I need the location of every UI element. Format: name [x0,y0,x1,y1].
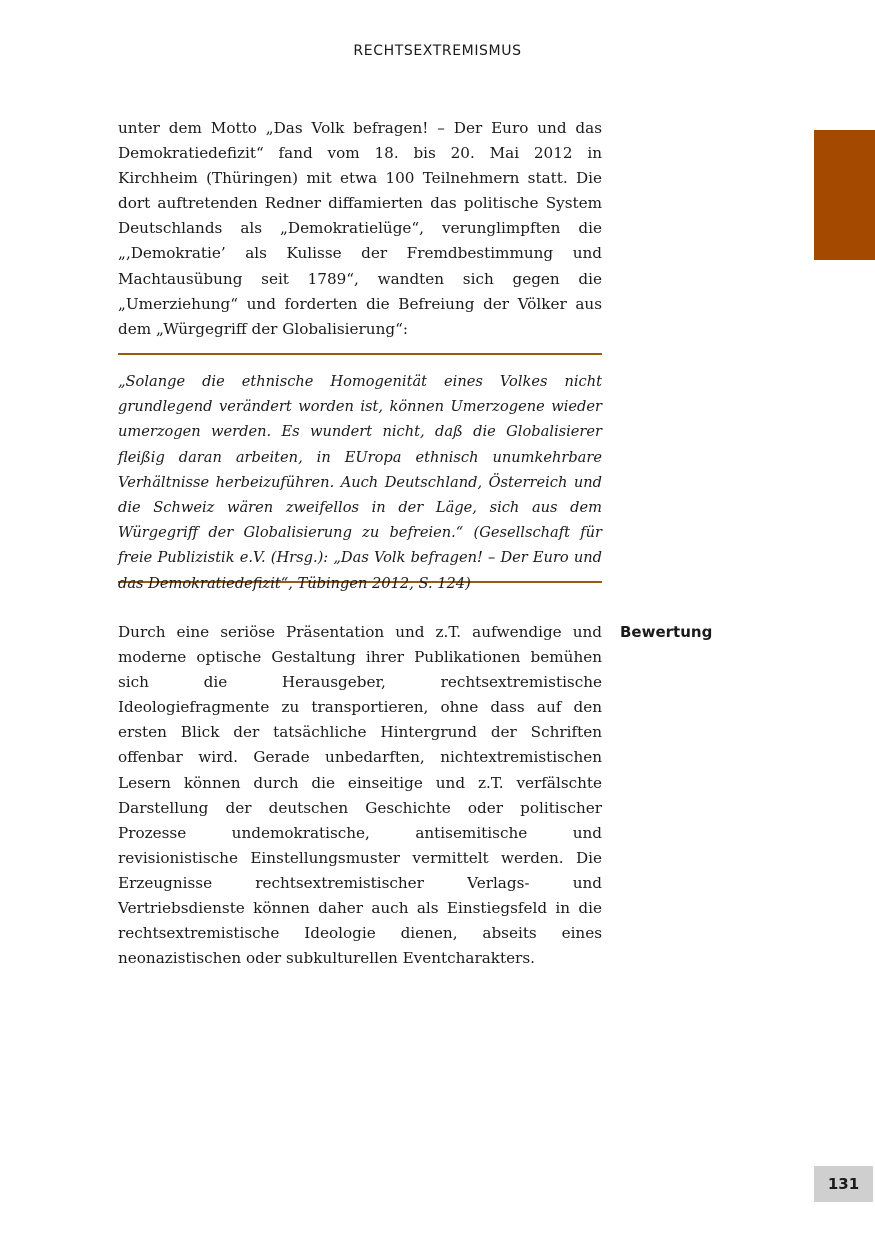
body-paragraph-1: unter dem Motto „Das Volk befragen! – Der Euro und das Demokratiedefizit“ fand vom 18. bis 20. Mai 2012 in Kirchheim (Thüringen) mit etwa 100 Teilnehmern statt. Die dort auftretenden Redner diffamierten das politische System Deutschlands als „Demokratielüge“, verunglimpften die „‚Demokratie’ als Kulisse der Fremdbestimmung und Machtausübung seit 1789“, wandten sich gegen die „Umerziehung“ und forderten die Befreiung der Völker aus dem „Würgegriff der Globalisierung“: [118,119,602,338]
quote-text: „Solange die ethnische Homogenität eines Volkes nicht grundlegend verändert worden ist, können Umerzogene wieder umerzogen werden. Es wundert nicht, daß die Globalisierer fleißig daran arbeiten, in EUropa ethnisch unumkehrbare Verhältnisse herbeizuführen. Auch Deutschland, Österreich und die Schweiz wären zweifellos in der Läge, sich aus dem Würgegriff der Globalisierung zu befreien.“ (Gesellschaft für freie Publizistik e.V. (Hrsg.): „Das Volk befragen! – Der Euro und das Demokratiedefizit“, Tübingen 2012, S. 124) [118,373,602,592]
running-header: RECHTSEXTREMISMUS [353,43,522,59]
margin-label-bewertung: Bewertung [620,623,713,641]
page-number: 131 [814,1166,873,1202]
body-paragraph-2: Durch eine seriöse Präsentation und z.T. aufwendige und moderne optische Gestaltung ihrer Publikationen bemühen sich die Herausgeber, rechtsextremistische Ideologiefragmente zu transportieren, ohne dass auf den ersten Blick der tatsächliche Hintergrund der Schriften offenbar wird. Gerade unbedarften, nichtextremistischen Lesern können durch die einseitige und z.T. verfälschte Darstellung der deutschen Geschichte oder politischer Prozesse undemokratische, antisemitische und revisionistische Einstellungsmuster vermittelt werden. Die Erzeugnisse rechtsextremistischer Verlags- und Vertriebsdienste können daher auch als Einstiegsfeld in die rechtsextremistische Ideologie dienen, abseits eines neonazistischen oder subkulturellen Eventcharakters. [118,623,602,968]
quote-block [118,353,602,592]
chapter-color-tab [814,130,875,260]
